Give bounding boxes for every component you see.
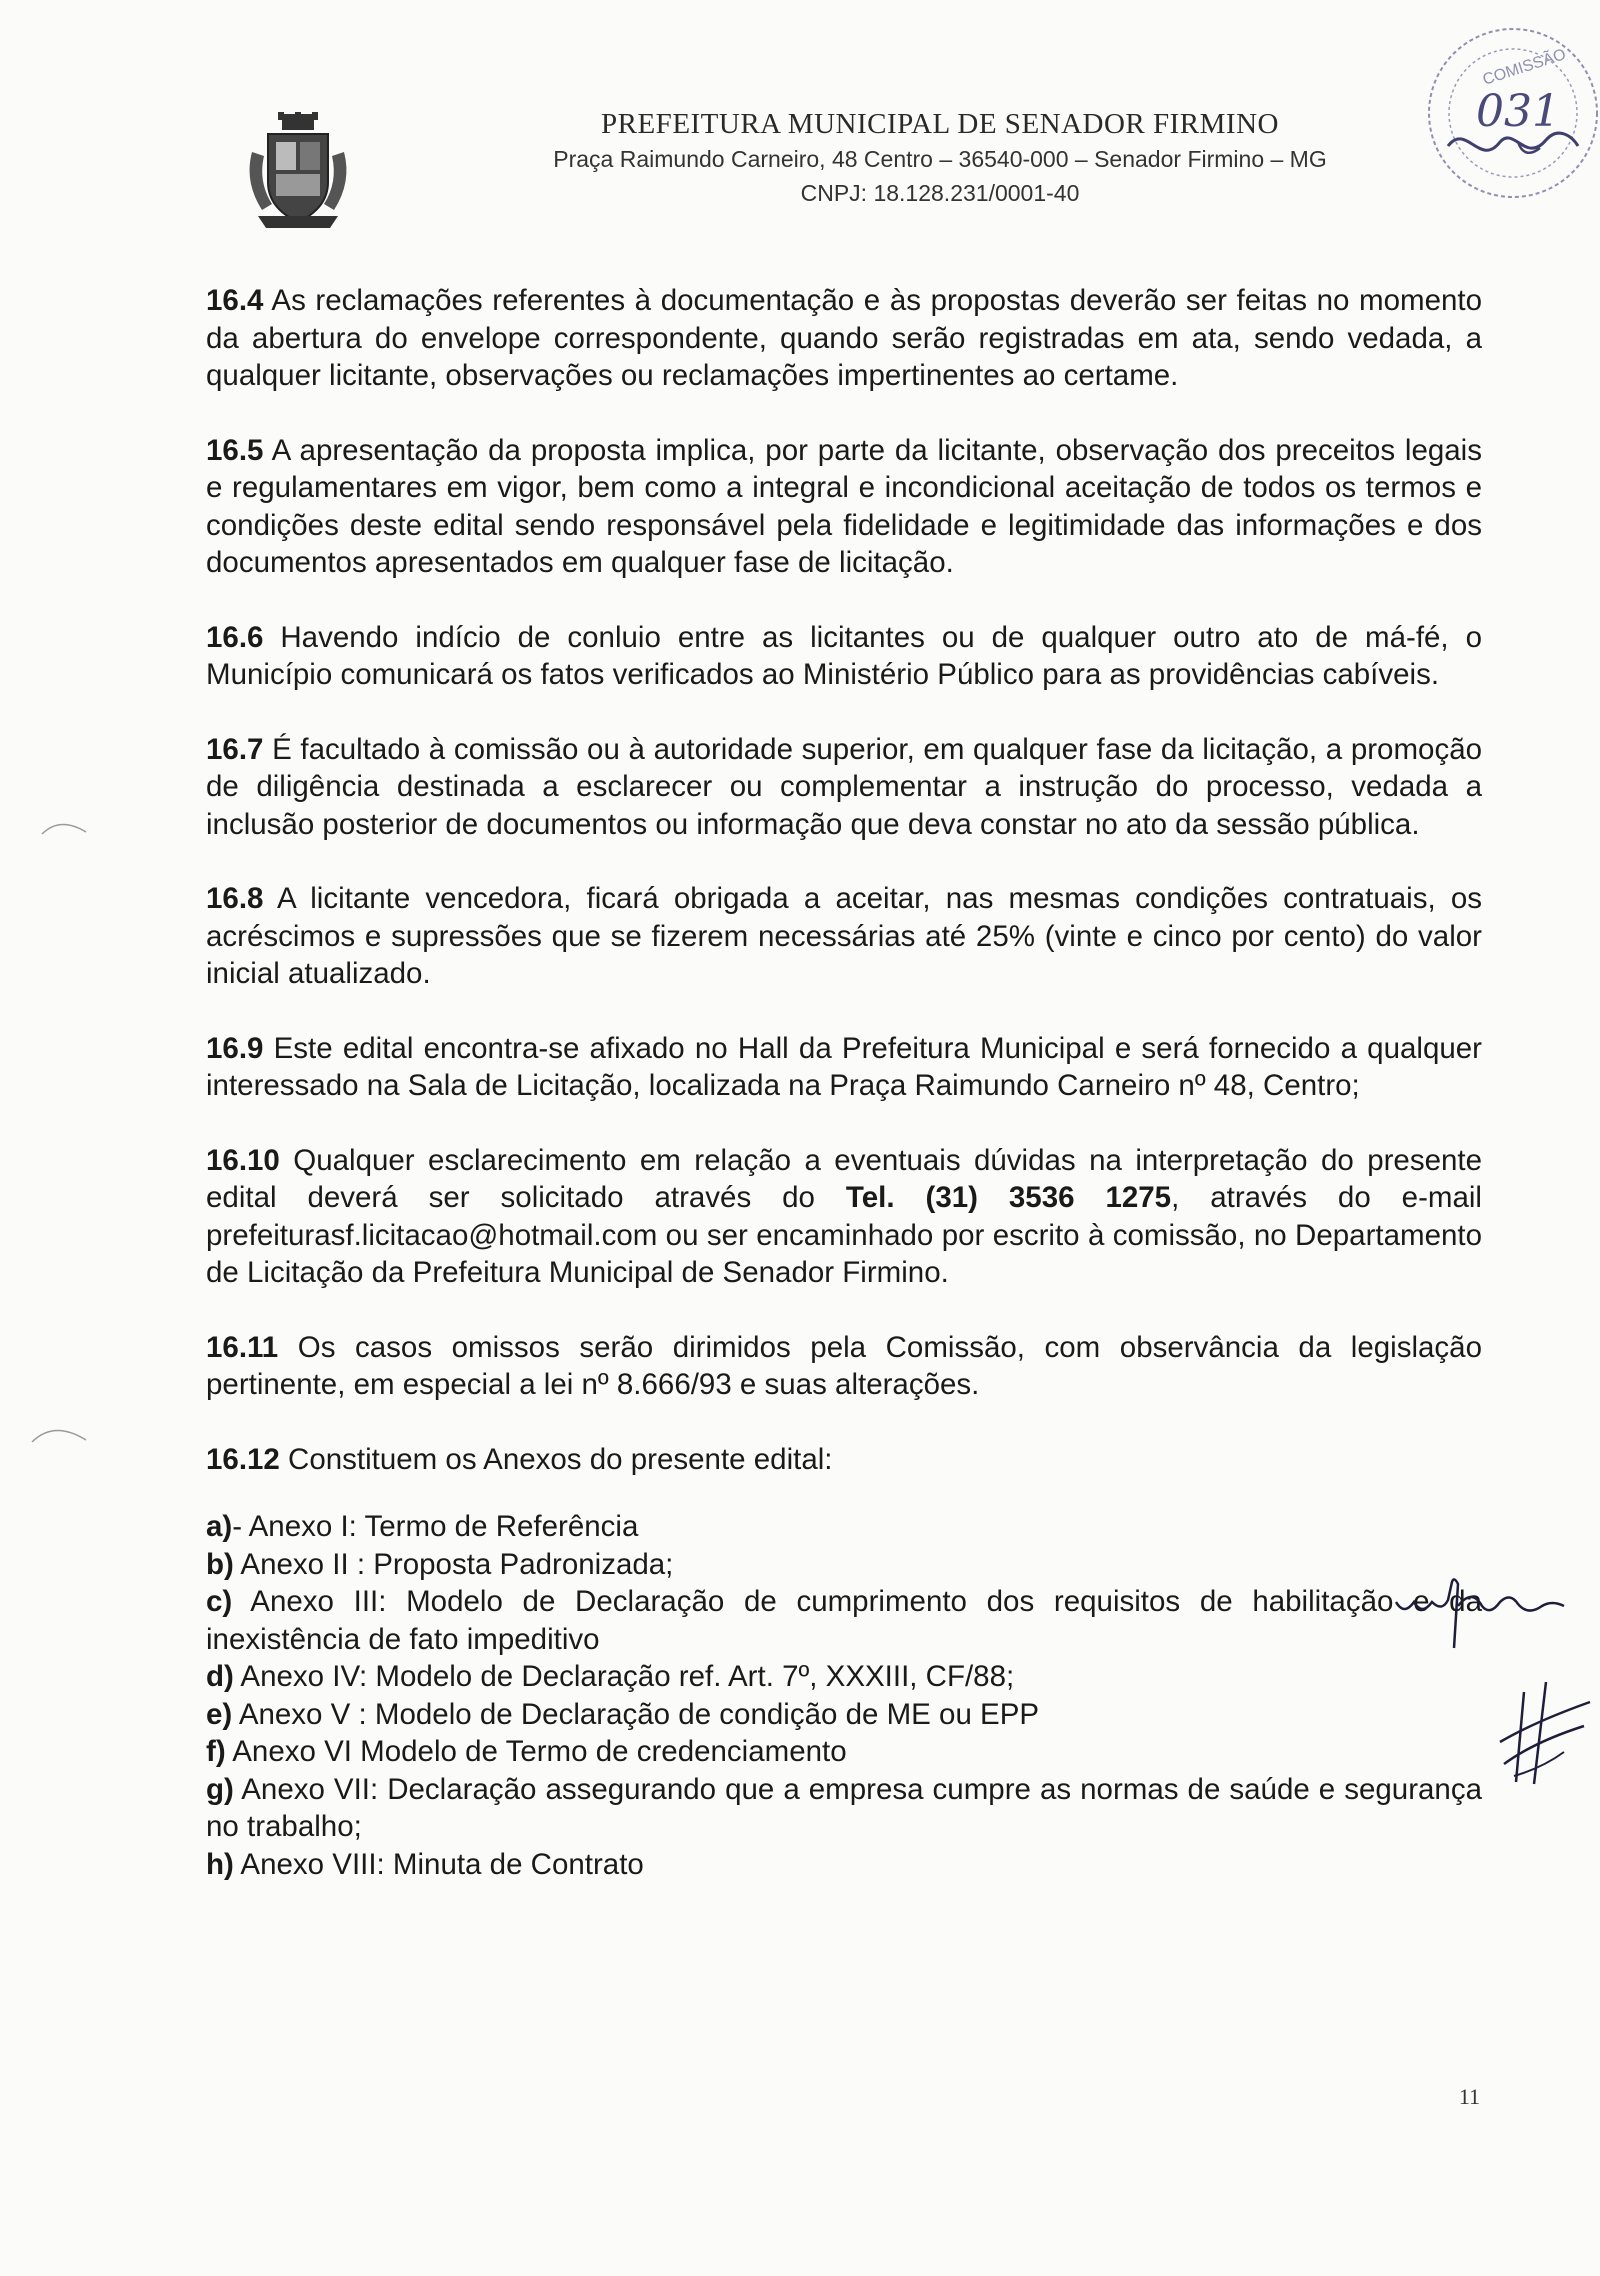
annex-text: Anexo V : Modelo de Declaração de condição de ME ou EPP xyxy=(238,1697,1040,1731)
clause-text: Os casos omissos serão dirimidos pela Comissão, com observância da legislação pertinente, em especial a lei nº 8.666/93 e suas alterações. xyxy=(206,1330,1482,1401)
document-body xyxy=(206,282,1482,1883)
annex-letter: g) xyxy=(206,1772,234,1806)
clause-number: 16.12 xyxy=(206,1442,280,1476)
annex-text: Anexo VII: Declaração assegurando que a empresa cumpre as normas de saúde e segurança no trabalho; xyxy=(206,1772,1482,1843)
phone-number: Tel. (31) 3536 1275 xyxy=(845,1181,1172,1214)
clause-16-7 xyxy=(206,731,1482,844)
clause-text: É facultado à comissão ou à autoridade superior, em qualquer fase da licitação, a promoção de diligência destinada a esclarecer ou complementar a instrução do processo, vedada a inclusão posterior de documentos ou informação que deva constar no ato da sessão pública. xyxy=(206,732,1483,841)
clause-text: As reclamações referentes à documentação e às propostas deverão ser feitas no momento da abertura do envelope correspondente, quando serão registradas em ata, sendo vedada, a qualquer licitante, observações ou reclamações impertinentes ao certame. xyxy=(206,284,1482,392)
letterhead xyxy=(440,106,1440,210)
annex-letter: f) xyxy=(206,1735,226,1768)
annex-text: Anexo VI Modelo de Termo de credenciamento xyxy=(232,1735,847,1768)
annex-item-h xyxy=(206,1846,1482,1884)
annex-letter: b) xyxy=(206,1547,234,1581)
annex-letter: a) xyxy=(206,1510,233,1543)
clause-16-4 xyxy=(206,282,1482,395)
clause-number: 16.8 xyxy=(206,882,264,915)
commission-stamp xyxy=(1418,18,1600,208)
clause-16-8 xyxy=(206,880,1482,993)
clause-16-11 xyxy=(206,1329,1482,1404)
annex-letter: e) xyxy=(206,1697,233,1731)
clause-16-10 xyxy=(206,1142,1482,1292)
annex-text: Anexo II : Proposta Padronizada; xyxy=(240,1547,674,1581)
handwritten-signature xyxy=(1392,1572,1572,1652)
clause-number: 16.10 xyxy=(206,1143,280,1177)
clause-text-contact: , através do e-mail prefeiturasf.licitacao@hotmail.com ou ser encaminhado por escrito à comissão, no Departamento de Licitação da Prefeitura Municipal de Senador Firmino. xyxy=(206,1181,1482,1289)
clause-text: Este edital encontra-se afixado no Hall da Prefeitura Municipal e será fornecido a qualquer interessado na Sala de Licitação, localizada na Praça Raimundo Carneiro nº 48, Centro; xyxy=(206,1031,1482,1102)
annex-item-f xyxy=(206,1733,1482,1771)
margin-mark xyxy=(30,1422,90,1446)
margin-mark xyxy=(40,818,90,838)
stamp-number: 031 xyxy=(1476,86,1560,137)
svg-text:COMISSÃO: COMISSÃO xyxy=(1480,46,1569,89)
org-name: PREFEITURA MUNICIPAL DE SENADOR FIRMINO xyxy=(601,108,1279,140)
annex-item-a xyxy=(206,1508,1482,1546)
annex-text: Anexo VIII: Minuta de Contrato xyxy=(240,1847,644,1881)
clause-text: A apresentação da proposta implica, por parte da licitante, observação dos preceitos legais e regulamentares em vigor, bem como a integral e incondicional aceitação de todos os termos e condições deste edital sendo responsável pela fidelidade e legitimidade das informações e dos documentos apresentados em qualquer fase de licitação. xyxy=(206,433,1482,579)
clause-text: Qualquer esclarecimento em relação a eventuais dúvidas na interpretação do presente edital deverá ser solicitado através do xyxy=(206,1143,1482,1214)
annex-letter: h) xyxy=(206,1847,234,1881)
clause-number: 16.5 xyxy=(206,433,264,467)
clause-text: Havendo indício de conluio entre as licitantes ou de qualquer outro ato de má-fé, o Município comunicará os fatos verificados ao Ministério Público para as providências cabíveis. xyxy=(206,620,1482,691)
annex-item-b xyxy=(206,1546,1482,1584)
annex-letter: c) xyxy=(206,1585,233,1618)
clause-number: 16.9 xyxy=(206,1031,264,1065)
handwritten-initials xyxy=(1494,1672,1594,1792)
annex-text: Anexo IV: Modelo de Declaração ref. Art. 7º, XXXIII, CF/88; xyxy=(240,1660,1015,1693)
org-address: Praça Raimundo Carneiro, 48 Centro – 36540-000 – Senador Firmino – MG xyxy=(553,146,1327,172)
annex-item-d xyxy=(206,1658,1482,1696)
annex-letter: d) xyxy=(206,1660,234,1693)
annex-item-e xyxy=(206,1696,1482,1734)
clause-number: 16.6 xyxy=(206,620,264,654)
org-cnpj: CNPJ: 18.128.231/0001-40 xyxy=(800,180,1080,206)
annex-text: - Anexo I: Termo de Referência xyxy=(232,1510,639,1543)
clause-text: A licitante vencedora, ficará obrigada a aceitar, nas mesmas condições contratuais, os acréscimos e supressões que se fizerem necessárias até 25% (vinte e cinco por cento) do valor inicial atualizado. xyxy=(206,882,1482,990)
clause-16-12 xyxy=(206,1441,1482,1479)
annex-text: Anexo III: Modelo de Declaração de cumprimento dos requisitos de habilitação e da inexistência de fato impeditivo xyxy=(206,1585,1482,1656)
page-number: 11 xyxy=(1458,2084,1480,2109)
clause-number: 16.4 xyxy=(206,284,264,317)
clause-16-5 xyxy=(206,432,1482,582)
clause-text: Constituem os Anexos do presente edital: xyxy=(288,1442,833,1476)
clause-16-9 xyxy=(206,1030,1482,1105)
annex-item-c xyxy=(206,1583,1482,1658)
clause-16-6 xyxy=(206,619,1482,694)
clause-number: 16.7 xyxy=(206,732,264,766)
annex-item-g xyxy=(206,1771,1482,1846)
annex-list xyxy=(206,1508,1482,1883)
municipal-crest-icon xyxy=(238,112,358,232)
clause-number: 16.11 xyxy=(206,1330,279,1364)
